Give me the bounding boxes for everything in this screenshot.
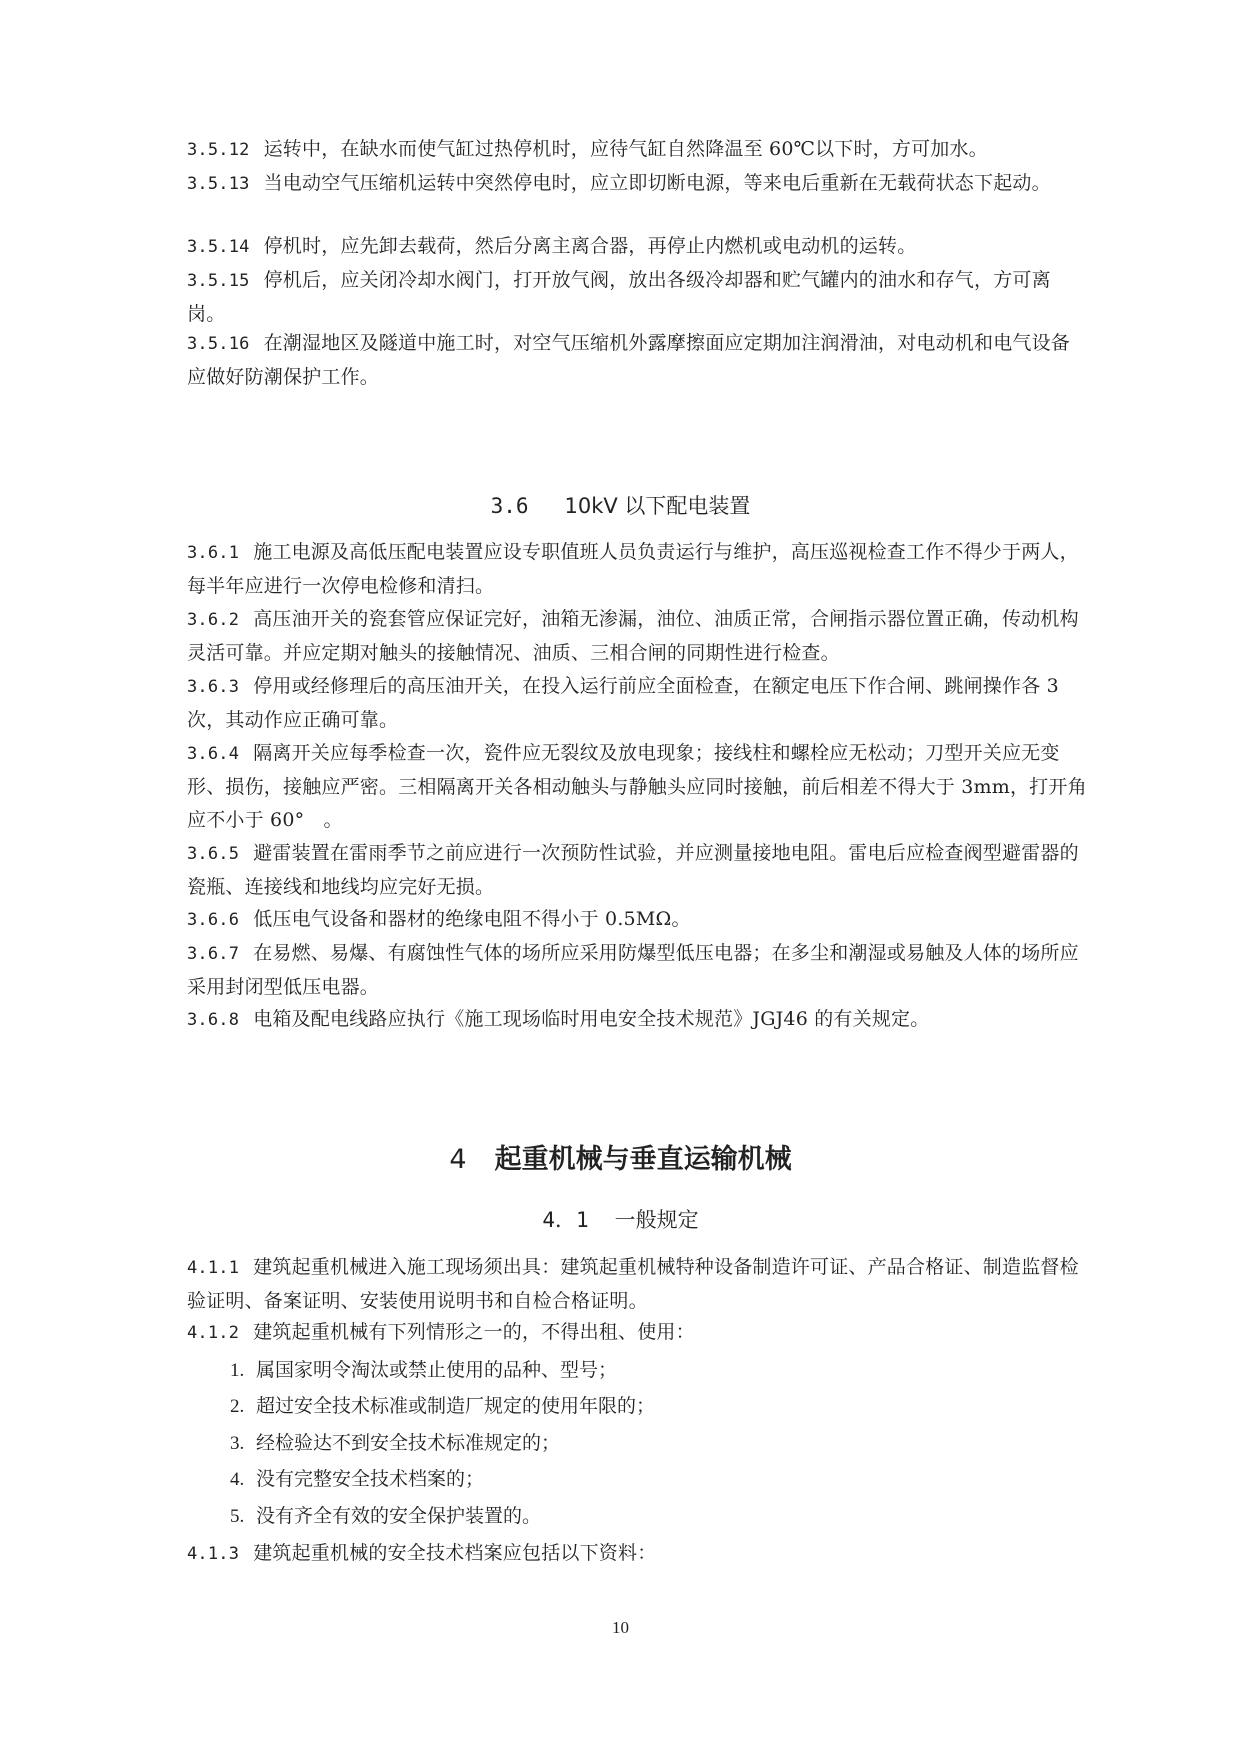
clause-3-6-1	[187, 536, 1087, 603]
clause-text: 建筑起重机械的安全技术档案应包括以下资料：	[253, 1542, 657, 1564]
clause-number: 3.6.3	[187, 677, 240, 697]
clause-number: 3.5.16	[187, 334, 250, 354]
clause-text: 建筑起重机械进入施工现场须出具：建筑起重机械特种设备制造许可证、产品合格证、制造监督检验证明、备案证明、安装使用说明书和自检合格证明。	[187, 1256, 1079, 1312]
clause-3-6-5	[187, 837, 1087, 904]
list-item-text: 没有完整安全技术档案的；	[256, 1468, 485, 1490]
clause-text: 施工电源及高低压配电装置应设专职值班人员负责运行与维护，高压巡视检查工作不得少于两人，每半年应进行一次停电检修和清扫。	[187, 541, 1079, 597]
clause-3-5-13	[187, 167, 1087, 201]
clause-3-5-14	[187, 230, 1087, 264]
clause-number: 3.6.1	[187, 543, 240, 563]
clause-text: 在潮湿地区及隧道中施工时，对空气压缩机外露摩擦面应定期加注润滑油，对电动机和电气设备应做好防潮保护工作。	[187, 332, 1071, 388]
clause-number: 3.5.14	[187, 237, 250, 257]
clause-text: 停机时，应先卸去载荷，然后分离主离合器，再停止内燃机或电动机的运转。	[263, 235, 917, 257]
list-item-number: 4.	[230, 1469, 245, 1490]
section-heading-3-6	[0, 490, 1241, 520]
clause-3-5-15	[187, 264, 1087, 331]
clause-text: 停用或经修理后的高压油开关，在投入运行前应全面检查，在额定电压下作合闸、跳闸操作各 3 次，其动作应正确可靠。	[187, 675, 1059, 731]
clause-3-6-6	[187, 903, 1087, 937]
section-number: 3.6	[490, 494, 529, 518]
list-item-text: 超过安全技术标准或制造厂规定的使用年限的；	[256, 1395, 656, 1417]
clause-text: 在易燃、易爆、有腐蚀性气体的场所应采用防爆型低压电器；在多尘和潮湿或易触及人体的场所应采用封闭型低压电器。	[187, 942, 1079, 998]
list-item	[230, 1500, 1080, 1533]
clause-3-6-3	[187, 670, 1087, 737]
list-item	[230, 1390, 1080, 1423]
list-item	[230, 1354, 1080, 1387]
clause-text: 电箱及配电线路应执行《施工现场临时用电安全技术规范》JGJ46 的有关规定。	[253, 1008, 930, 1030]
clause-number: 3.6.6	[187, 910, 240, 930]
clause-number: 3.6.2	[187, 610, 240, 630]
clause-number: 3.5.13	[187, 174, 250, 194]
clause-3-5-16	[187, 327, 1087, 394]
chapter-number: 4	[449, 1144, 467, 1175]
clause-text: 停机后，应关闭冷却水阀门，打开放气阀，放出各级冷却器和贮气罐内的油水和存气，方可离岗。	[187, 269, 1051, 325]
section-heading-4-1	[0, 1204, 1241, 1234]
clause-number: 3.6.7	[187, 944, 240, 964]
clause-4-1-2	[187, 1316, 1087, 1350]
clause-text: 运转中，在缺水而使气缸过热停机时，应待气缸自然降温至 60℃以下时，方可加水。	[263, 138, 988, 160]
clause-4-1-3	[187, 1537, 1087, 1571]
section-number: 4．1	[542, 1208, 589, 1232]
clause-text: 避雷装置在雷雨季节之前应进行一次预防性试验，并应测量接地电阻。雷电后应检查阀型避雷器的瓷瓶、连接线和地线均应完好无损。	[187, 842, 1079, 898]
list-item-number: 5.	[230, 1506, 245, 1527]
list-item-number: 1.	[230, 1360, 245, 1381]
clause-3-5-12	[187, 133, 1087, 167]
list-item	[230, 1463, 1080, 1496]
list-item-number: 2.	[230, 1396, 245, 1417]
clause-text: 低压电气设备和器材的绝缘电阻不得小于 0.5MΩ。	[253, 908, 691, 930]
clause-text: 当电动空气压缩机运转中突然停电时，应立即切断电源，等来电后重新在无载荷状态下起动。	[263, 172, 1051, 194]
page-number: 10	[612, 1618, 629, 1637]
section-title: 一般规定	[614, 1208, 699, 1232]
clause-number: 3.6.4	[187, 744, 240, 764]
clause-number: 3.5.15	[187, 271, 250, 291]
clause-3-6-7	[187, 937, 1087, 1004]
clause-number: 4.1.2	[187, 1323, 240, 1343]
clause-number: 3.5.12	[187, 140, 250, 160]
clause-number: 4.1.3	[187, 1544, 240, 1564]
list-item-text: 属国家明令淘汰或禁止使用的品种、型号；	[256, 1359, 618, 1381]
clause-3-6-4	[187, 737, 1087, 837]
clause-number: 3.6.5	[187, 844, 240, 864]
clause-text: 建筑起重机械有下列情形之一的，不得出租、使用：	[253, 1321, 695, 1343]
list-item	[230, 1427, 1080, 1460]
list-item-text: 经检验达不到安全技术标准规定的；	[256, 1432, 561, 1454]
clause-text: 高压油开关的瓷套管应保证完好，油箱无渗漏，油位、油质正常，合闸指示器位置正确，传动机构灵活可靠。并应定期对触头的接触情况、油质、三相合闸的同期性进行检查。	[187, 608, 1079, 664]
clause-3-6-2	[187, 603, 1087, 670]
clause-number: 4.1.1	[187, 1258, 240, 1278]
clause-4-1-1	[187, 1251, 1087, 1318]
clause-number: 3.6.8	[187, 1010, 240, 1030]
list-item-number: 3.	[230, 1433, 245, 1454]
chapter-heading-4	[0, 1137, 1241, 1176]
chapter-title: 起重机械与垂直运输机械	[494, 1144, 792, 1175]
section-title: 10kV 以下配电装置	[564, 494, 751, 518]
list-item-text: 没有齐全有效的安全保护装置的。	[256, 1505, 542, 1527]
clause-text: 隔离开关应每季检查一次，瓷件应无裂纹及放电现象；接线柱和螺栓应无松动；刀型开关应无变形、损伤，接触应严密。三相隔离开关各相动触头与静触头应同时接触，前后相差不得大于 3mm，打开角应不小于 60° 。	[187, 742, 1087, 831]
clause-3-6-8	[187, 1003, 1087, 1037]
